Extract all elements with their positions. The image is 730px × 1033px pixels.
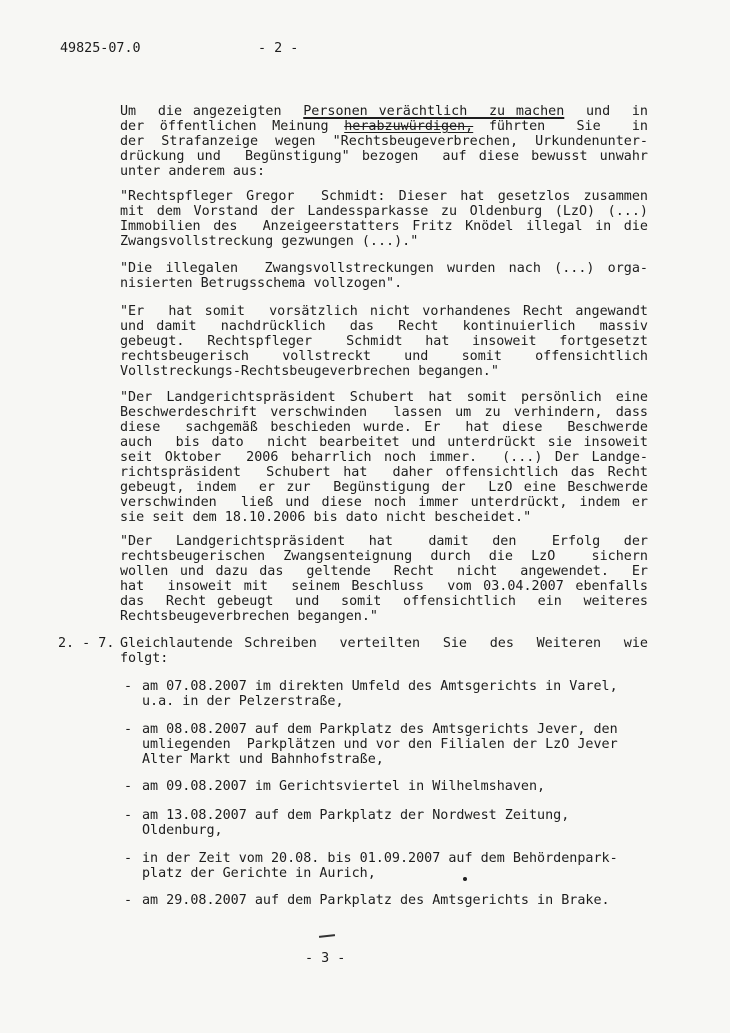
intro-paragraph [120, 104, 648, 179]
quote-line: sie seit dem 18.10.2006 bis dato nicht bescheidet." [120, 510, 532, 525]
list-item: am 09.08.2007 im Gerichtsviertel in Wilhelmshaven, [142, 779, 546, 794]
quote-1 [120, 189, 648, 249]
bullet-marker: - [124, 893, 133, 908]
quote-line: nisierten Betrugsschema vollzogen". [120, 276, 403, 291]
next-page-indicator: - 3 - [305, 951, 346, 966]
quote-line: seit Oktober 2006 beharrlich noch immer. (...) Der Landge- [120, 450, 648, 465]
bullet-marker: - [124, 808, 133, 823]
quote-line: Zwangsvollstreckung gezwungen (...)." [120, 234, 419, 249]
quote-line: Immobilien des Anzeigeerstatters Fritz Knödel illegal in die [120, 219, 648, 234]
list-item: am 08.08.2007 auf dem Parkplatz des Amtsgerichts Jever, den umliegenden Parkplätzen und vor den Filialen der LzO Jever Alter Markt und Bahnhofstraße, [142, 722, 618, 767]
bullet-marker: - [124, 679, 133, 694]
bullet-marker: - [124, 779, 133, 794]
bullet-marker: - [124, 851, 133, 866]
intro-line-4: drückung und Begünstigung" bezogen auf diese bewusst unwahr [120, 149, 648, 164]
quote-line: "Er hat somit vorsätzlich nicht vorhandenes Recht angewandt [120, 304, 648, 319]
quote-line: rechtsbeugerischen Zwangsenteignung durch die LzO sichern [120, 549, 648, 564]
intro-line-2: der öffentlichen Meinung herabzuwürdigen, führten Sie in [120, 119, 648, 134]
section-lead [120, 636, 648, 666]
intro-line-5: unter anderem aus: [120, 164, 266, 179]
quote-line: auch bis dato nicht bearbeitet und unterdrückt sie insoweit [120, 435, 648, 450]
quote-2 [120, 261, 648, 291]
list-item: in der Zeit vom 20.08. bis 01.09.2007 auf dem Behördenpark- platz der Gerichte in Aurich, [142, 851, 618, 881]
scan-mark [319, 934, 335, 938]
quote-3 [120, 304, 648, 379]
section-number: 2. - 7. [58, 636, 115, 651]
section-lead-line-1: Gleichlautende Schreiben verteilten Sie des Weiteren wie [120, 636, 648, 651]
quote-4 [120, 390, 648, 525]
quote-line: "Der Landgerichtspräsident hat damit den Erfolg der [120, 534, 648, 549]
scan-speck [463, 877, 467, 881]
quote-line: rechtsbeugerisch vollstreckt und somit offensichtlich [120, 349, 648, 364]
quote-line: verschwinden ließ und diese noch immer unterdrückt, indem er [120, 495, 648, 510]
quote-line: Rechtsbeugeverbrechen begangen." [120, 609, 378, 624]
page-number: - 2 - [258, 41, 299, 56]
struck-phrase: herabzuwürdigen, [344, 119, 474, 134]
quote-line: das Recht gebeugt und somit offensichtlich ein weiteres [120, 594, 648, 609]
quote-5 [120, 534, 648, 624]
document-number: 49825-07.0 [60, 41, 141, 56]
list-item: am 13.08.2007 auf dem Parkplatz der Nordwest Zeitung, Oldenburg, [142, 808, 570, 838]
underlined-phrase: Personen verächtlich zu machen [303, 104, 565, 119]
quote-line: Vollstreckungs-Rechtsbeugeverbrechen begangen." [120, 364, 499, 379]
intro-line-3: der Strafanzeige wegen "Rechtsbeugeverbrechen, Urkundenunter- [120, 134, 648, 149]
quote-line: richtspräsident Schubert hat daher offensichtlich das Recht [120, 465, 648, 480]
section-lead-line-2: folgt: [120, 651, 169, 666]
quote-line: wollen und dazu das geltende Recht nicht angewendet. Er [120, 564, 648, 579]
bullet-marker: - [124, 722, 133, 737]
quote-line: diese sachgemäß beschieden wurde. Er hat diese Beschwerde [120, 420, 648, 435]
intro-line-1: Um die angezeigten Personen verächtlich zu machen und in [120, 104, 648, 119]
quote-line: und damit nachdrücklich das Recht kontinuierlich massiv [120, 319, 648, 334]
list-item: am 29.08.2007 auf dem Parkplatz des Amtsgerichts in Brake. [142, 893, 610, 908]
quote-line: gebeugt. Rechtspfleger Schmidt hat insoweit fortgesetzt [120, 334, 648, 349]
quote-line: "Rechtspfleger Gregor Schmidt: Dieser hat gesetzlos zusammen [120, 189, 648, 204]
list-item: am 07.08.2007 im direkten Umfeld des Amtsgerichts in Varel, u.a. in der Pelzerstraße, [142, 679, 618, 709]
quote-line: hat insoweit mit seinem Beschluss vom 03.04.2007 ebenfalls [120, 579, 648, 594]
quote-line: Beschwerdeschrift verschwinden lassen um zu verhindern, dass [120, 405, 648, 420]
quote-line: mit dem Vorstand der Landessparkasse zu Oldenburg (LzO) (...) [120, 204, 648, 219]
quote-line: gebeugt, indem er zur Begünstigung der LzO eine Beschwerde [120, 480, 648, 495]
quote-line: "Der Landgerichtspräsident Schubert hat somit persönlich eine [120, 390, 648, 405]
quote-line: "Die illegalen Zwangsvollstreckungen wurden nach (...) orga- [120, 261, 648, 276]
